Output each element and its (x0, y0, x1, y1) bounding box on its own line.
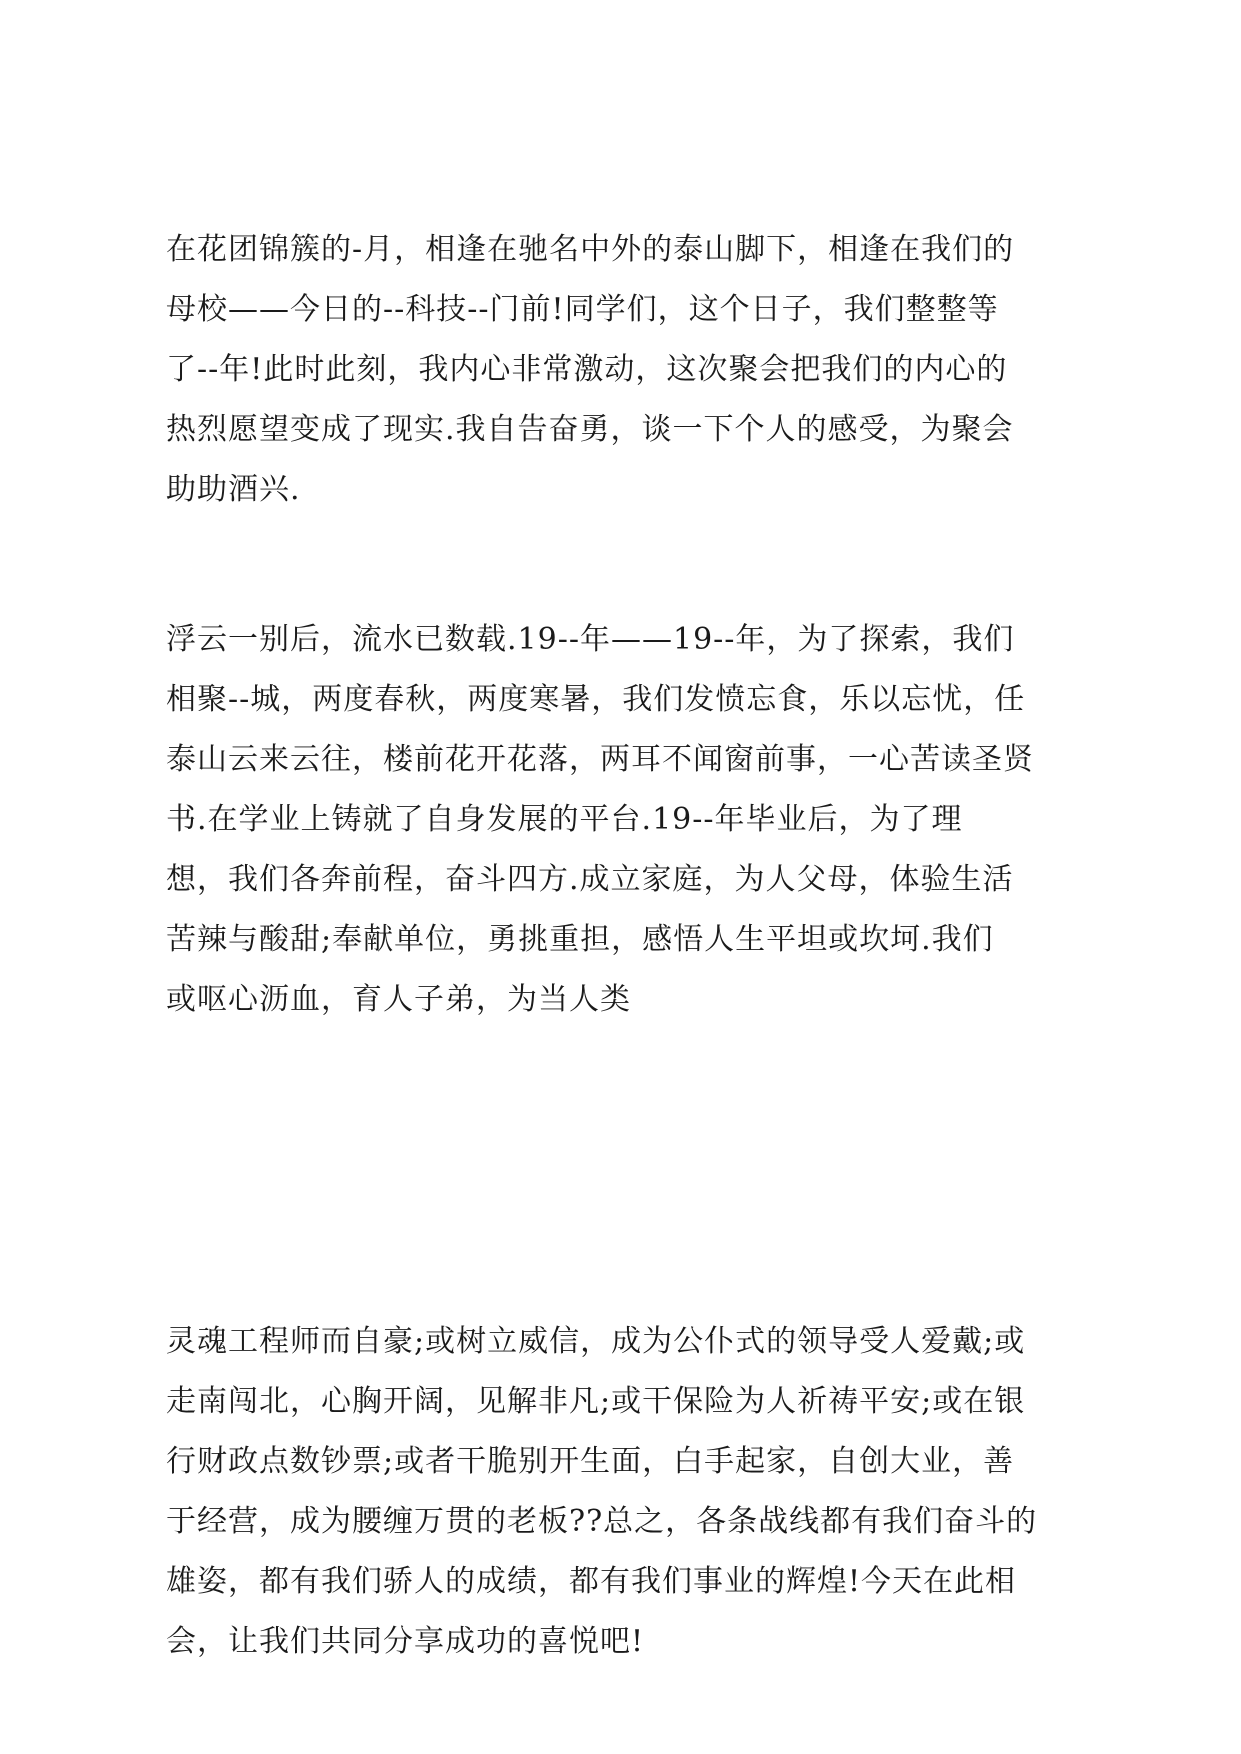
paragraph-line: 书.在学业上铸就了自身发展的平台.19--年毕业后，为了理 (166, 802, 963, 837)
paragraph-line: 助助酒兴. (166, 472, 301, 507)
paragraph-line: 浮云一别后，流水已数载.19--年——19--年，为了探索，我们 (166, 622, 1015, 657)
paragraph-1 (166, 220, 1096, 520)
paragraph-line: 于经营，成为腰缠万贯的老板??总之，各条战线都有我们奋斗的 (166, 1504, 1038, 1539)
paragraph-line: 苦辣与酸甜;奉献单位，勇挑重担，感悟人生平坦或坎坷.我们 (166, 922, 994, 957)
paragraph-line: 灵魂工程师而自豪;或树立威信，成为公仆式的领导受人爱戴;或 (166, 1324, 1026, 1359)
paragraph-line: 在花团锦簇的-月，相逢在驰名中外的泰山脚下，相逢在我们的 (166, 232, 1015, 267)
paragraph-line: 会，让我们共同分享成功的喜悦吧! (166, 1624, 645, 1659)
paragraph-line: 或呕心沥血，育人子弟，为当人类 (166, 982, 631, 1017)
paragraph-line: 行财政点数钞票;或者干脆别开生面，白手起家，自创大业，善 (166, 1444, 1015, 1479)
paragraph-line: 相聚--城，两度春秋，两度寒暑，我们发愤忘食，乐以忘忧，任 (166, 682, 1026, 717)
paragraph-line: 泰山云来云往，楼前花开花落，两耳不闻窗前事，一心苦读圣贤 (166, 742, 1034, 777)
paragraph-line: 热烈愿望变成了现实.我自告奋勇，谈一下个人的感受，为聚会 (166, 412, 1014, 447)
paragraph-line: 母校——今日的--科技--门前!同学们，这个日子，我们整整等 (166, 292, 999, 327)
paragraph-line: 雄姿，都有我们骄人的成绩，都有我们事业的辉煌!今天在此相 (166, 1564, 1017, 1599)
paragraph-line: 想，我们各奔前程，奋斗四方.成立家庭，为人父母，体验生活 (166, 862, 1014, 897)
paragraph-2 (166, 610, 1096, 1030)
paragraph-line: 了--年!此时此刻，我内心非常激动，这次聚会把我们的内心的 (166, 352, 1008, 387)
paragraph-line: 走南闯北，心胸开阔，见解非凡;或干保险为人祈祷平安;或在银 (166, 1384, 1026, 1419)
paragraph-3-final (166, 1312, 1096, 1672)
